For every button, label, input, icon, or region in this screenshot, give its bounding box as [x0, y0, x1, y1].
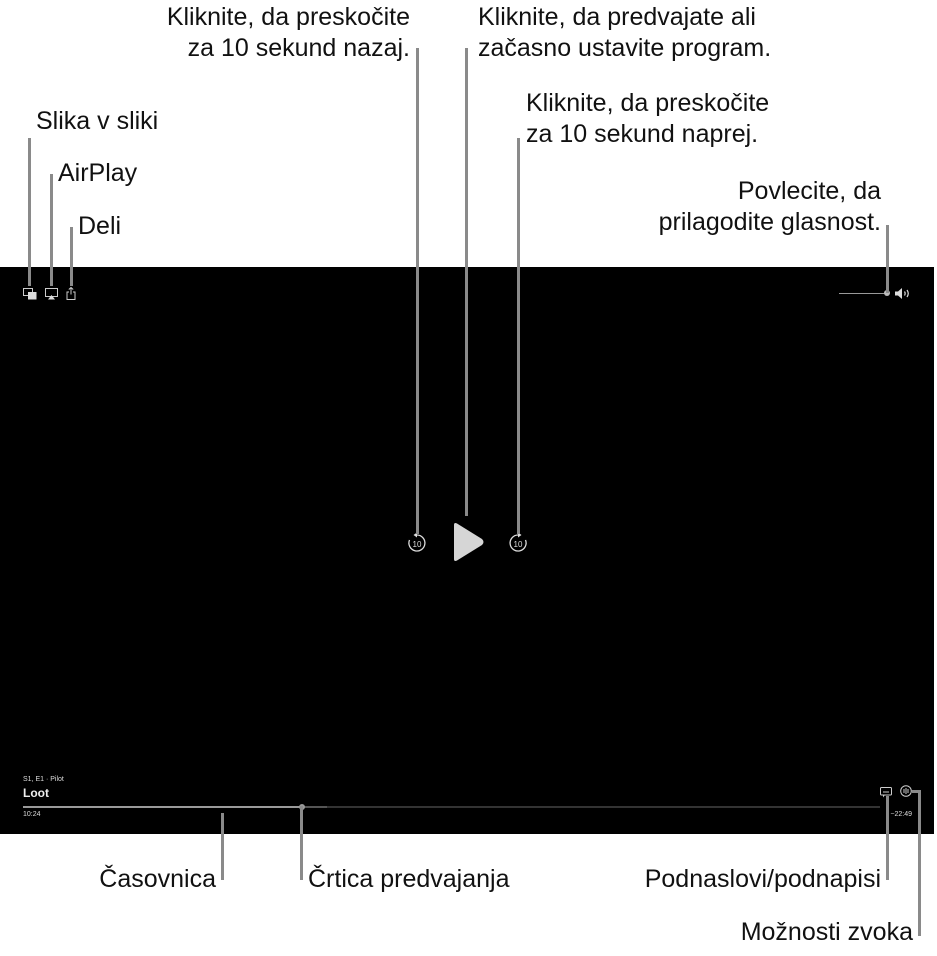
- callout-line: začasno ustavite program.: [478, 34, 772, 62]
- leader-line: [465, 48, 468, 516]
- leader-line: [28, 138, 31, 286]
- leader-line: [517, 138, 520, 534]
- share-icon[interactable]: [66, 287, 76, 300]
- skip-forward-seconds: 10: [513, 540, 523, 549]
- callout-line: za 10 sekund naprej.: [526, 120, 759, 148]
- audio-options-icon[interactable]: [900, 785, 912, 797]
- leader-line: [221, 813, 224, 880]
- timeline-progress: [23, 806, 302, 808]
- callout-skip-back: [167, 2, 410, 64]
- elapsed-time: 10:24: [23, 811, 41, 818]
- picture-in-picture-icon[interactable]: [23, 288, 37, 300]
- episode-label: S1, E1 · Pilot: [23, 776, 64, 783]
- callout-pip: Slika v sliki: [36, 107, 159, 135]
- skip-back-10-icon[interactable]: [407, 532, 427, 553]
- callout-timeline: Časovnica: [99, 865, 216, 893]
- callout-airplay: AirPlay: [58, 159, 138, 187]
- skip-forward-10-icon[interactable]: [508, 532, 528, 553]
- callout-audio: Možnosti zvoka: [740, 918, 913, 946]
- leader-line: [886, 225, 889, 293]
- leader-line: [50, 174, 53, 286]
- callout-line: Kliknite, da preskočite: [526, 89, 770, 117]
- callout-line: Povlecite, da: [737, 177, 881, 205]
- remaining-time: −22:49: [890, 811, 912, 818]
- show-title: Loot: [23, 786, 49, 800]
- leader-line: [886, 796, 889, 880]
- callout-line: za 10 sekund nazaj.: [187, 34, 410, 62]
- callout-playhead: Črtica predvajanja: [308, 865, 510, 893]
- callout-share: Deli: [78, 212, 122, 240]
- callout-line: prilagodite glasnost.: [658, 208, 881, 236]
- callout-subtitles: Podnaslovi/podnapisi: [644, 865, 881, 893]
- airplay-icon[interactable]: [45, 288, 58, 300]
- leader-line: [416, 48, 419, 534]
- speaker-icon[interactable]: [895, 288, 911, 299]
- leader-line: [300, 806, 303, 880]
- callout-play-pause: [478, 2, 771, 64]
- leader-line: [70, 227, 73, 286]
- leader-line: [918, 790, 921, 936]
- timeline[interactable]: [23, 806, 880, 808]
- volume-slider[interactable]: [839, 293, 887, 294]
- skip-back-seconds: 10: [412, 540, 422, 549]
- callout-line: Kliknite, da preskočite: [166, 3, 410, 31]
- play-icon[interactable]: [451, 522, 485, 562]
- callout-volume: [659, 176, 881, 238]
- callout-line: Kliknite, da predvajate ali: [478, 3, 756, 31]
- callout-skip-forward: [526, 88, 769, 150]
